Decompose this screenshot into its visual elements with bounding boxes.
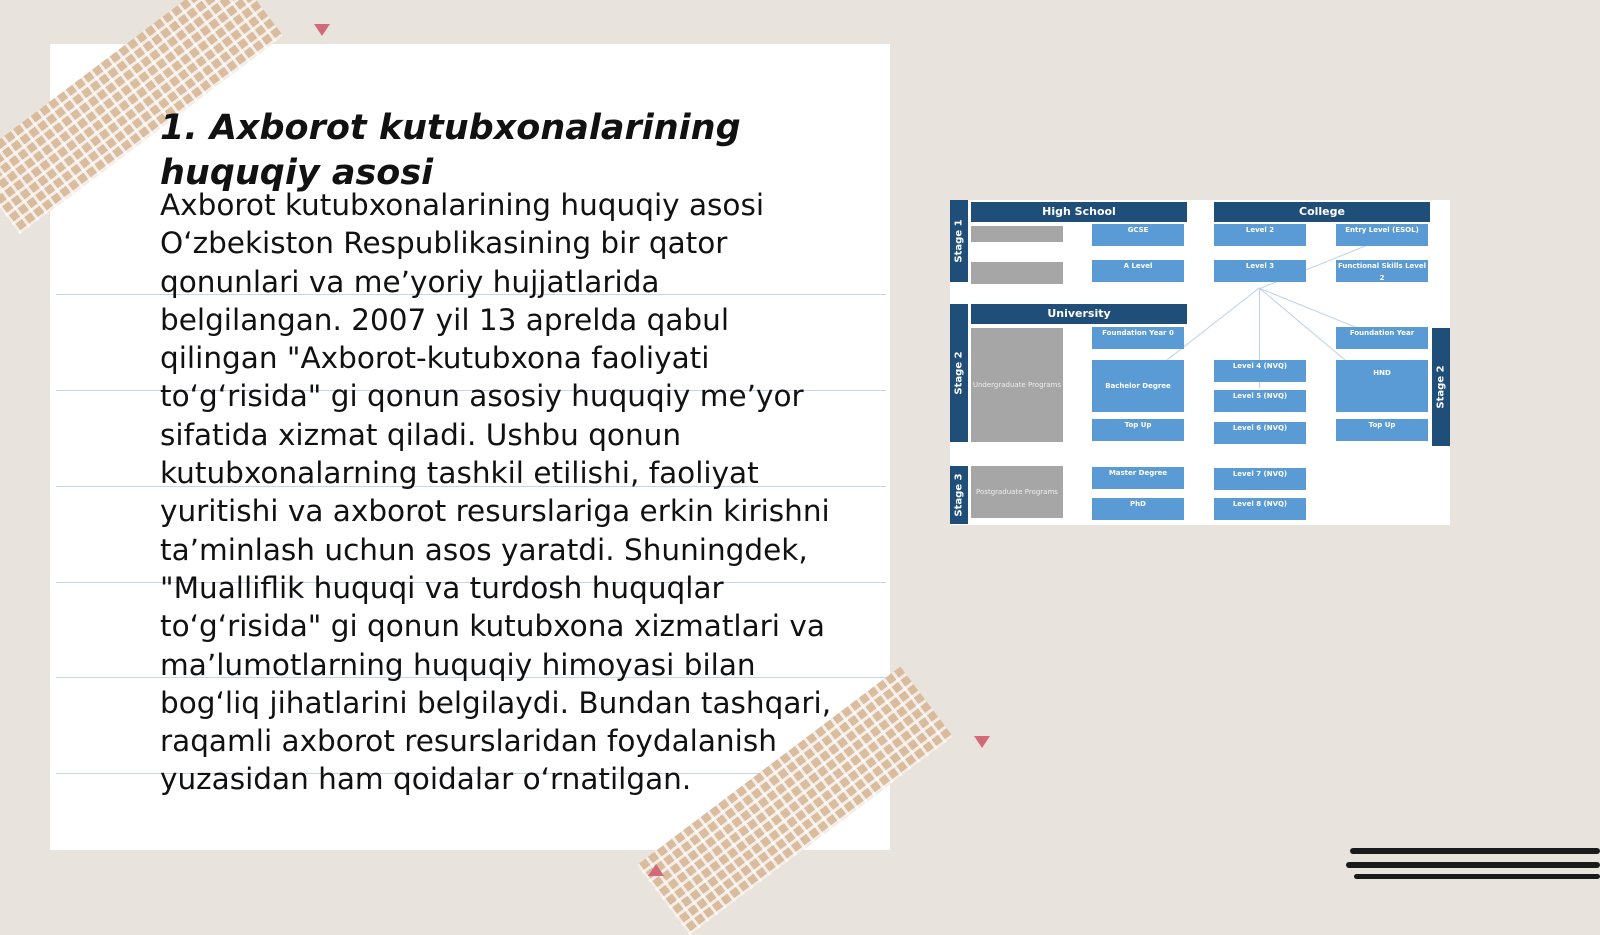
tape-pin-icon — [974, 736, 990, 748]
foundation-year-right-box: Foundation Year — [1336, 327, 1428, 349]
level-2-box: Level 2 — [1214, 224, 1306, 246]
grey-box — [971, 262, 1063, 284]
stage-2-right-label: Stage 2 — [1432, 328, 1450, 446]
education-pathways-diagram — [950, 200, 1450, 525]
level-7-box: Level 7 (NVQ) — [1214, 468, 1306, 490]
level-3-box: Level 3 — [1214, 260, 1306, 282]
top-up-left-box: Top Up — [1092, 419, 1184, 441]
functional-skills-box: Functional Skills Level 2 — [1337, 262, 1427, 282]
level-6-box: Level 6 (NVQ) — [1214, 422, 1306, 444]
bachelor-degree-box: Bachelor Degree — [1092, 360, 1184, 412]
header-university: University — [971, 304, 1187, 324]
slide-title: 1. Axborot kutubxonalarining huquqiy asosi — [160, 108, 741, 193]
stage-2-label: Stage 2 — [950, 304, 968, 442]
master-degree-box: Master Degree — [1092, 467, 1184, 489]
header-college: College — [1214, 202, 1430, 222]
header-high-school: High School — [971, 202, 1187, 222]
postgraduate-programs-box: Postgraduate Programs — [971, 466, 1063, 518]
top-up-right-box: Top Up — [1336, 419, 1428, 441]
undergraduate-programs-box: Undergraduate Programs — [971, 328, 1063, 442]
a-level-box: A Level — [1092, 260, 1184, 282]
gcse-box: GCSE — [1092, 224, 1184, 246]
stage-1-label: Stage 1 — [950, 200, 968, 282]
phd-box: PhD — [1092, 498, 1184, 520]
entry-level-box: Entry Level (ESOL) — [1336, 224, 1428, 246]
tape-pin-icon — [314, 24, 330, 36]
foundation-year-left-box: Foundation Year 0 — [1092, 327, 1184, 349]
level-5-box: Level 5 (NVQ) — [1214, 390, 1306, 412]
level-8-box: Level 8 (NVQ) — [1214, 498, 1306, 520]
grey-box — [971, 226, 1063, 242]
stage-3-label: Stage 3 — [950, 466, 968, 524]
level-4-box: Level 4 (NVQ) — [1214, 360, 1306, 382]
slide-body-text: Axborot kutubxonalarining huquqiy asosi O‘zbekiston Respublikasining bir qator qonunlari va me’yoriy hujjatlarida belgilangan. 2007 yil 13 aprelda qabul qilingan "Axborot-kutubxona faoliyati to‘g‘risida" gi qonun asosiy huquqiy me’yor sifatida xizmat qiladi. Ushbu qonun kutubxonalarning tashkil etilishi, faoliyat yuritishi va axborot resurslariga erkin kirishni ta’minlash uchun asos yaratdi. Shuningdek, "Mualliflik huquqi va turdosh huquqlar to‘g‘risida" gi qonun kutubxona xizmatlari va ma’lumotlarning huquqiy himoyasi bilan bog‘liq jihatlarini belgilaydi. Bundan tashqari, raqamli axborot resurslaridan foydalanish yuzasidan ham qoidalar o‘rnatilgan. — [160, 188, 832, 797]
tape-pin-icon — [648, 864, 664, 876]
hnd-box: HND — [1336, 360, 1428, 412]
